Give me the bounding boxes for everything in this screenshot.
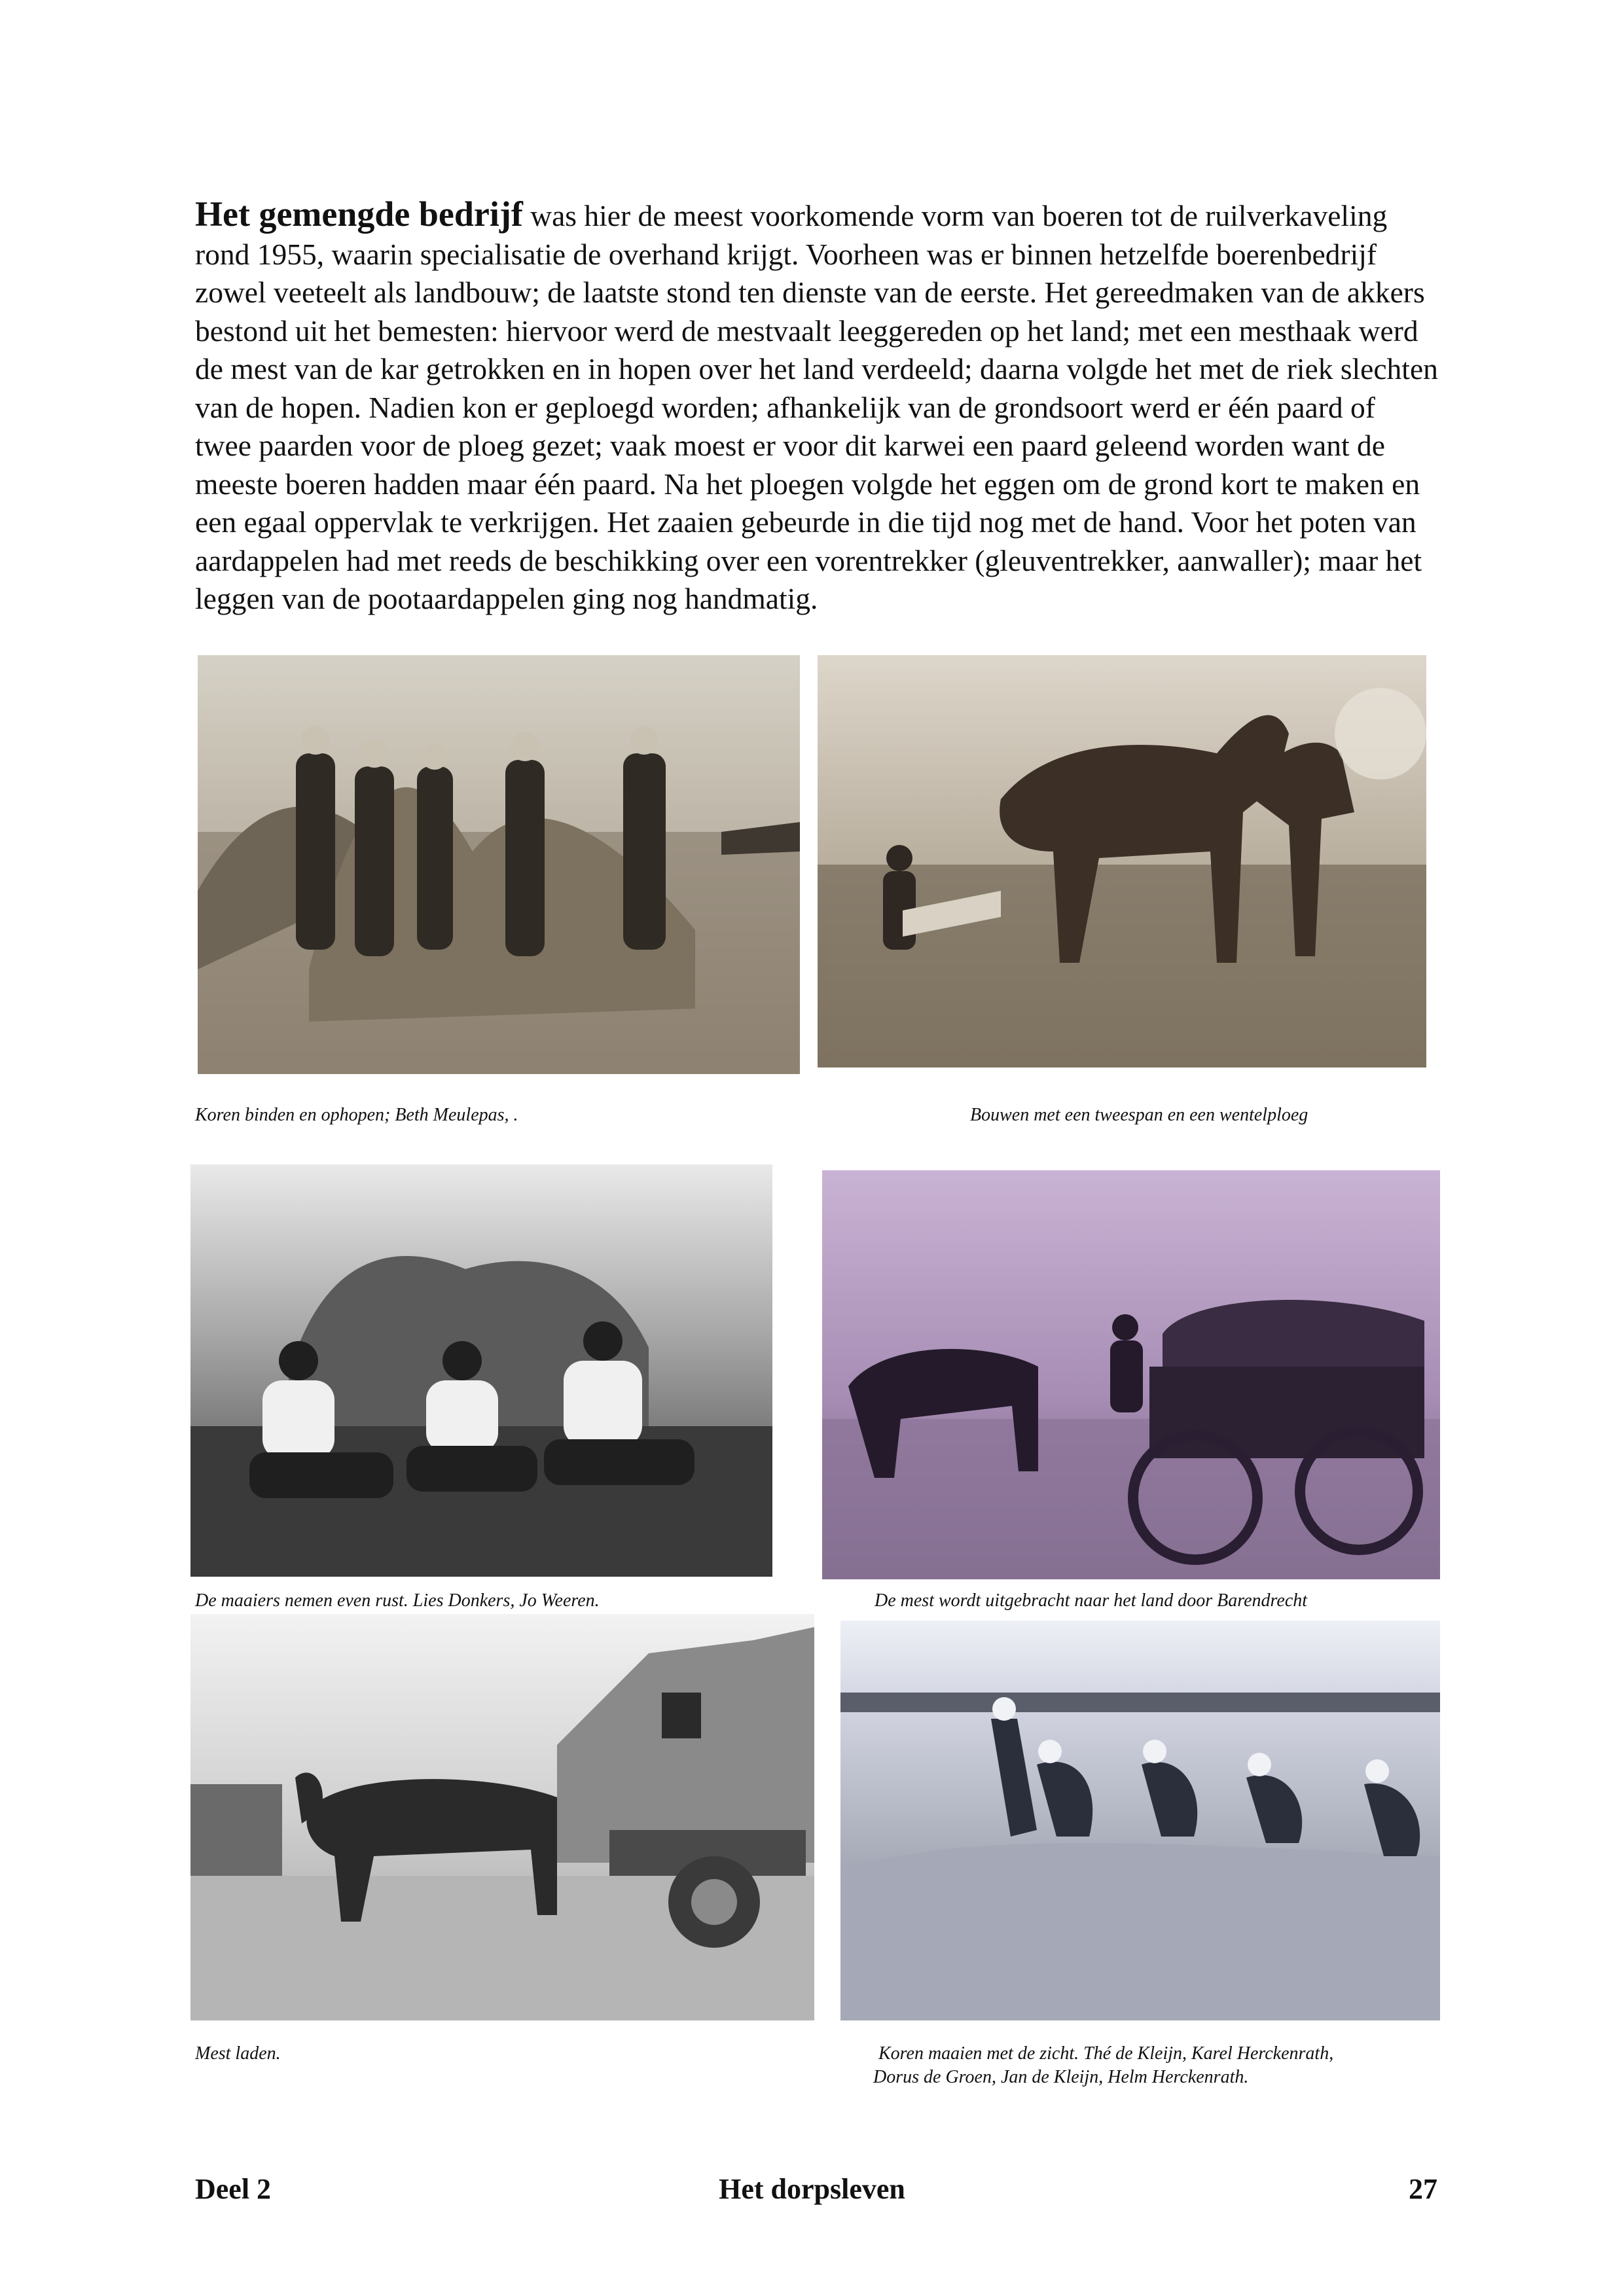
caption-koren-maaien-line2: Dorus de Groen, Jan de Kleijn, Helm Herckenrath. xyxy=(873,2067,1249,2087)
footer-section: Deel 2 xyxy=(195,2173,272,2205)
intro-paragraph xyxy=(195,195,1439,619)
photo-mest-uitgebracht xyxy=(822,1170,1440,1579)
photo-maaiers xyxy=(190,1164,772,1577)
caption-mest-laden: Mest laden. xyxy=(195,2043,281,2064)
photo-mest-laden xyxy=(190,1614,814,2020)
caption-koren-binden: Koren binden en ophopen; Beth Meulepas, . xyxy=(195,1105,518,1125)
page-number: 27 xyxy=(1409,2173,1437,2205)
caption-koren-maaien-line1: Koren maaien met de zicht. Thé de Kleijn, Karel Herckenrath, xyxy=(878,2043,1334,2064)
photo-bouwen xyxy=(818,655,1426,1067)
photo-koren-maaien xyxy=(840,1621,1440,2020)
footer-title: Het dorpsleven xyxy=(719,2173,905,2205)
intro-text: was hier de meest voorkomende vorm van boeren tot de ruilverkaveling rond 1955, waarin specialisatie de overhand krijgt. Voorheen was er binnen hetzelfde boerenbedrijf zowel veeteelt als landbouw; de laatste stond ten dienste van de eerste. Het gereedmaken van de akkers bestond uit het bemesten: hiervoor werd de mestvaalt leeggereden op het land; met een mesthaak werd de mest van de kar getrokken en in hopen over het land verdeeld; daarna volgde het met de riek slechten van de hopen. Nadien kon er geploegd worden; afhankelijk van de grondsoort werd er één paard of twee paarden voor de ploeg gezet; vaak moest er voor dit karwei een paard geleend worden want de meeste boeren hadden maar één paard. Na het ploegen volgde het eggen om de grond kort te maken en een egaal oppervlak te verkrijgen. Het zaaien gebeurde in die tijd nog met de hand. Voor het poten van aardappelen had met reeds de beschikking over een vorentrekker (gleuventrekker, aanwaller); maar het leggen van de pootaardappelen ging nog handmatig. xyxy=(195,199,1438,615)
caption-maaiers: De maaiers nemen even rust. Lies Donkers, Jo Weeren. xyxy=(195,1590,600,1611)
caption-mest: De mest wordt uitgebracht naar het land door Barendrecht xyxy=(875,1590,1308,1611)
intro-lead: Het gemengde bedrijf xyxy=(195,194,523,234)
photo-koren-binden xyxy=(198,655,800,1074)
caption-bouwen: Bouwen met een tweespan en een wentelploeg xyxy=(970,1105,1308,1125)
